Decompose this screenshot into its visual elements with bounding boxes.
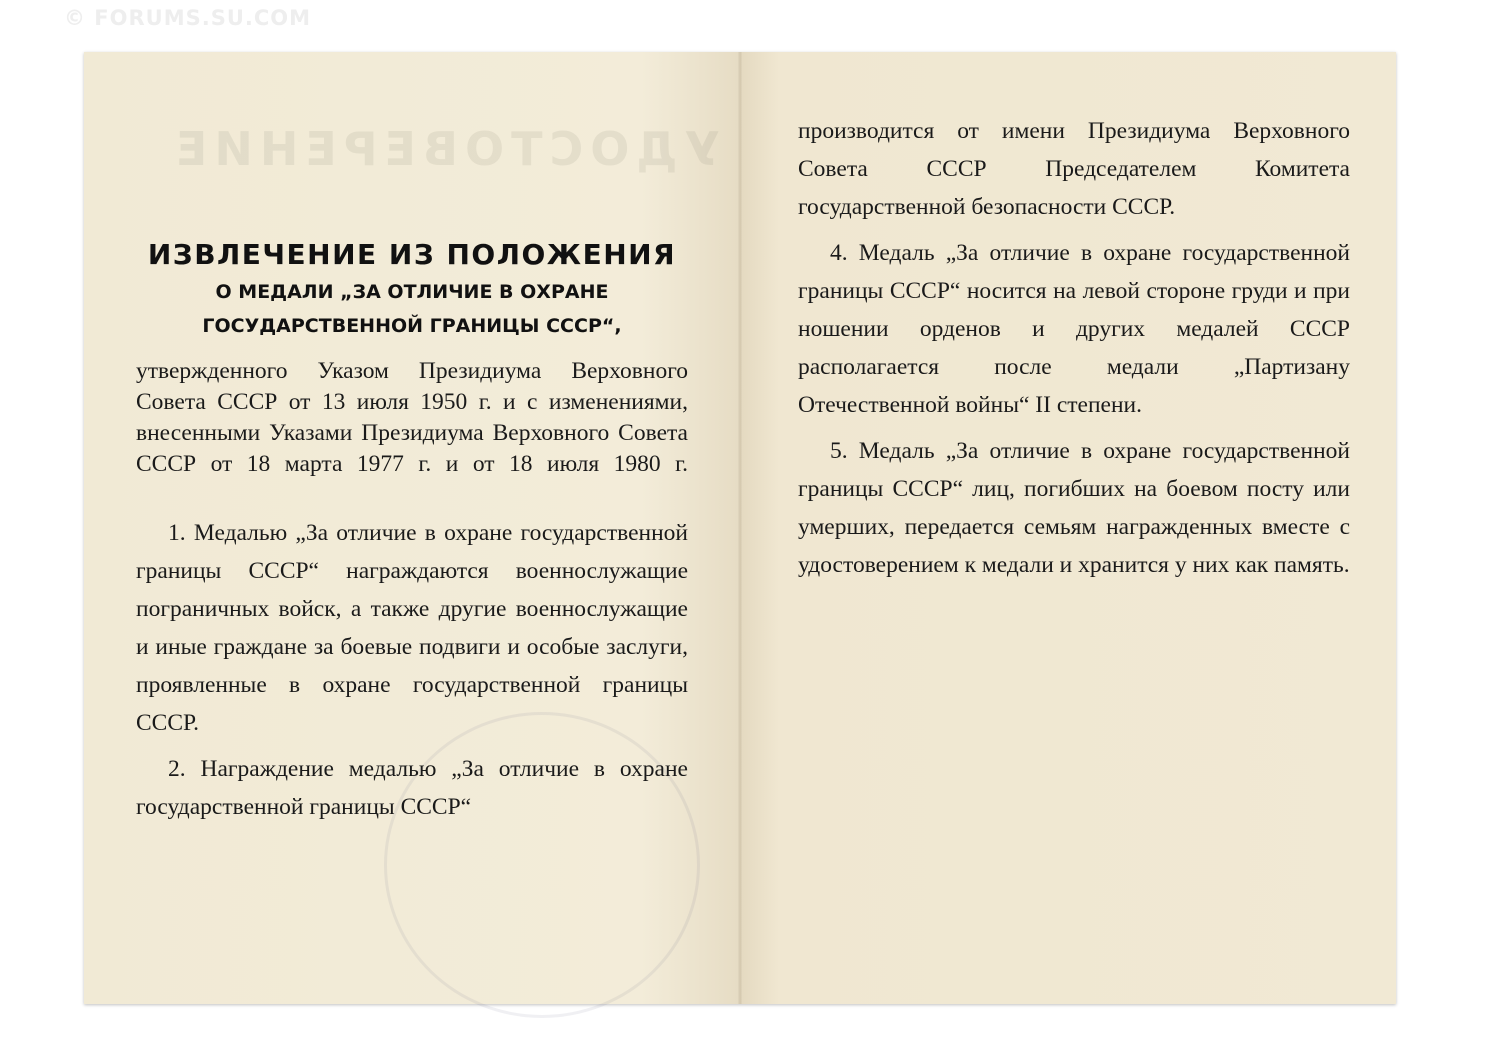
preamble-paragraph: утвержденного Указом Президиума Верховного Совета СССР от 13 июля 1950 г. и с изменениями, внесенными Указами Президиума Верховного Совета СССР от 18 марта 1977 г. и от 18 июля 1980 г. [136,358,688,477]
clause-1: 1. Медалью „За отличие в охране государственной границы СССР“ награждаются военнослужащие пограничных войск, а также другие военнослужащие и иные граждане за боевые подвиги и особые заслуги, проявленные в охране государственной границы СССР. [136,520,688,736]
certificate-booklet [84,52,1396,1004]
clause-2-continuation: производится от имени Президиума Верховного Совета СССР Председателем Комитета государственной безопасности СССР. [798,118,1350,220]
page-fold [738,52,742,1004]
clause-2: 2. Награждение медалью „За отличие в охране государственной границы СССР“ [136,756,688,820]
subheading-line-2: ГОСУДАРСТВЕННОЙ ГРАНИЦЫ СССР“, [202,315,622,337]
right-page-text [798,112,1350,584]
page-heading: ИЗВЛЕЧЕНИЕ ИЗ ПОЛОЖЕНИЯ [147,238,677,271]
left-page-text [136,235,688,826]
ghost-title-bleedthrough: УДОСТОВЕРЕНИЕ [169,122,720,176]
watermark: © FORUMS.SU.COM [64,6,312,30]
subheading-line-1: О МЕДАЛИ „ЗА ОТЛИЧИЕ В ОХРАНЕ [215,281,609,303]
clause-4: 4. Медаль „За отличие в охране государственной границы СССР“ носится на левой стороне груди и при ношении орденов и других медалей СССР располагается после медали „Партизану Отечественной войны“ II степени. [798,240,1350,418]
clause-5: 5. Медаль „За отличие в охране государственной границы СССР“ лиц, погибших на боевом посту или умерших, передается семьям награжденных вместе с удостоверением к медали и хранится у них как память. [798,438,1350,578]
